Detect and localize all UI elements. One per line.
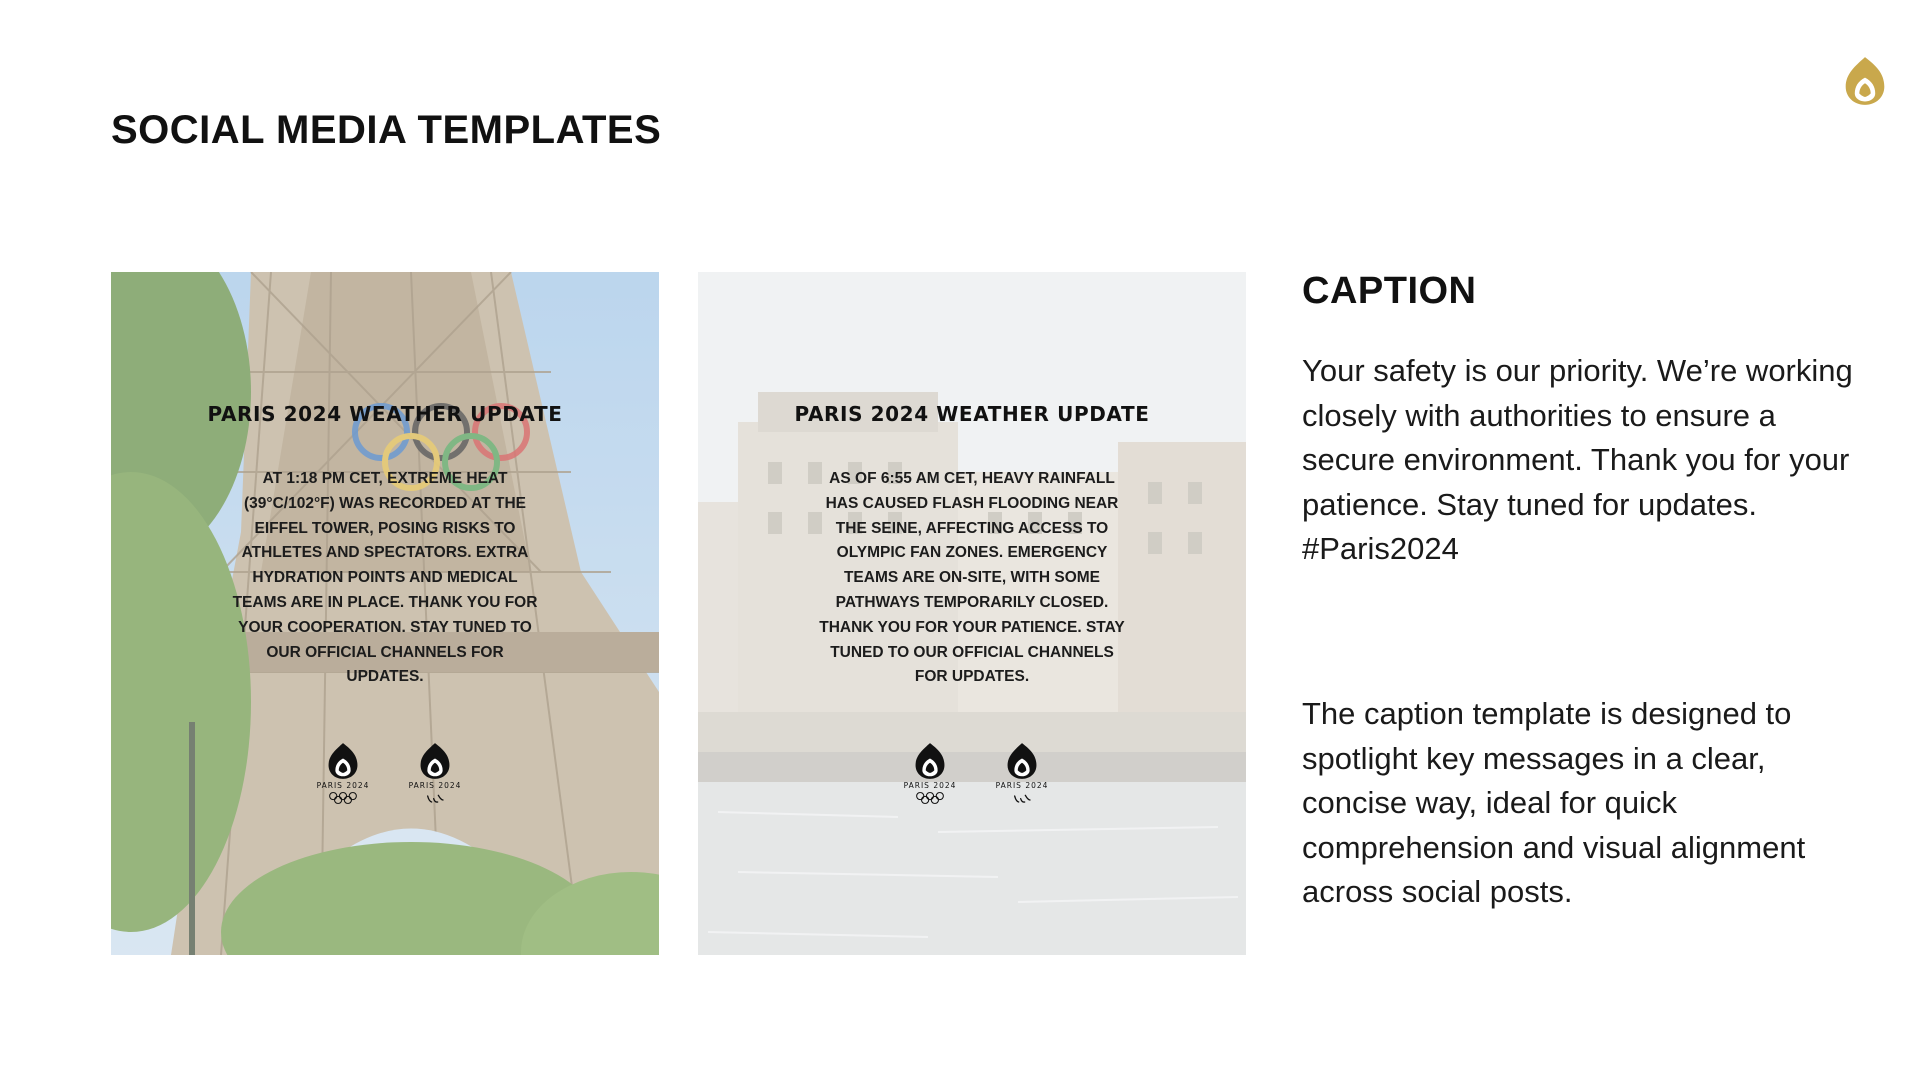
flame-icon [1005,742,1039,780]
logo-label: PARIS 2024 [995,781,1049,790]
caption-heading: CAPTION [1302,270,1477,312]
social-post-template-heat [111,272,659,955]
card-title: PARIS 2024 WEATHER UPDATE [794,402,1150,426]
paralympic-logo [403,742,467,812]
card-title: PARIS 2024 WEATHER UPDATE [207,402,563,426]
partner-logos [111,742,659,812]
flame-icon [418,742,452,780]
partner-logos [698,742,1246,812]
caption-description: The caption template is designed to spotlight key messages in a clear, concise way, ideal for quick comprehension and visual alignment across social posts. [1302,696,1806,909]
social-post-template-flooding [698,272,1246,955]
paralympic-agitos-icon [425,792,445,804]
page-title: SOCIAL MEDIA TEMPLATES [111,108,662,152]
olympic-rings-icon [328,792,358,804]
card-body: AT 1:18 PM CET, EXTREME HEAT (39°C/102°F) WAS RECORDED AT THE EIFFEL TOWER, POSING RISKS TO ATHLETES AND SPECTATORS. EXTRA HYDRATION POINTS AND MEDICAL TEAMS ARE IN PLACE. THANK YOU FOR YOUR COOPERATION. STAY TUNED TO OUR OFFICIAL CHANNELS FOR UPDATES. [232,470,538,686]
logo-label: PARIS 2024 [903,781,957,790]
logo-label: PARIS 2024 [316,781,370,790]
flame-icon [326,742,360,780]
olympic-logo [898,742,962,812]
paris-2024-flame-logo-icon [1840,56,1890,106]
paralympic-agitos-icon [1012,792,1032,804]
caption-text: Your safety is our priority. We’re working closely with authorities to ensure a secure environment. Thank you for your patience. Stay tuned for updates. #Paris2024 [1302,353,1853,566]
flame-icon [913,742,947,780]
logo-label: PARIS 2024 [408,781,462,790]
card-body: AS OF 6:55 AM CET, HEAVY RAINFALL HAS CAUSED FLASH FLOODING NEAR THE SEINE, AFFECTING ACCESS TO OLYMPIC FAN ZONES. EMERGENCY TEAMS ARE ON-SITE, WITH SOME PATHWAYS TEMPORARILY CLOSED. THANK YOU FOR YOUR PATIENCE. STAY TUNED TO OUR OFFICIAL CHANNELS FOR UPDATES. [819,470,1125,686]
olympic-rings-icon [915,792,945,804]
olympic-logo [311,742,375,812]
paralympic-logo [990,742,1054,812]
